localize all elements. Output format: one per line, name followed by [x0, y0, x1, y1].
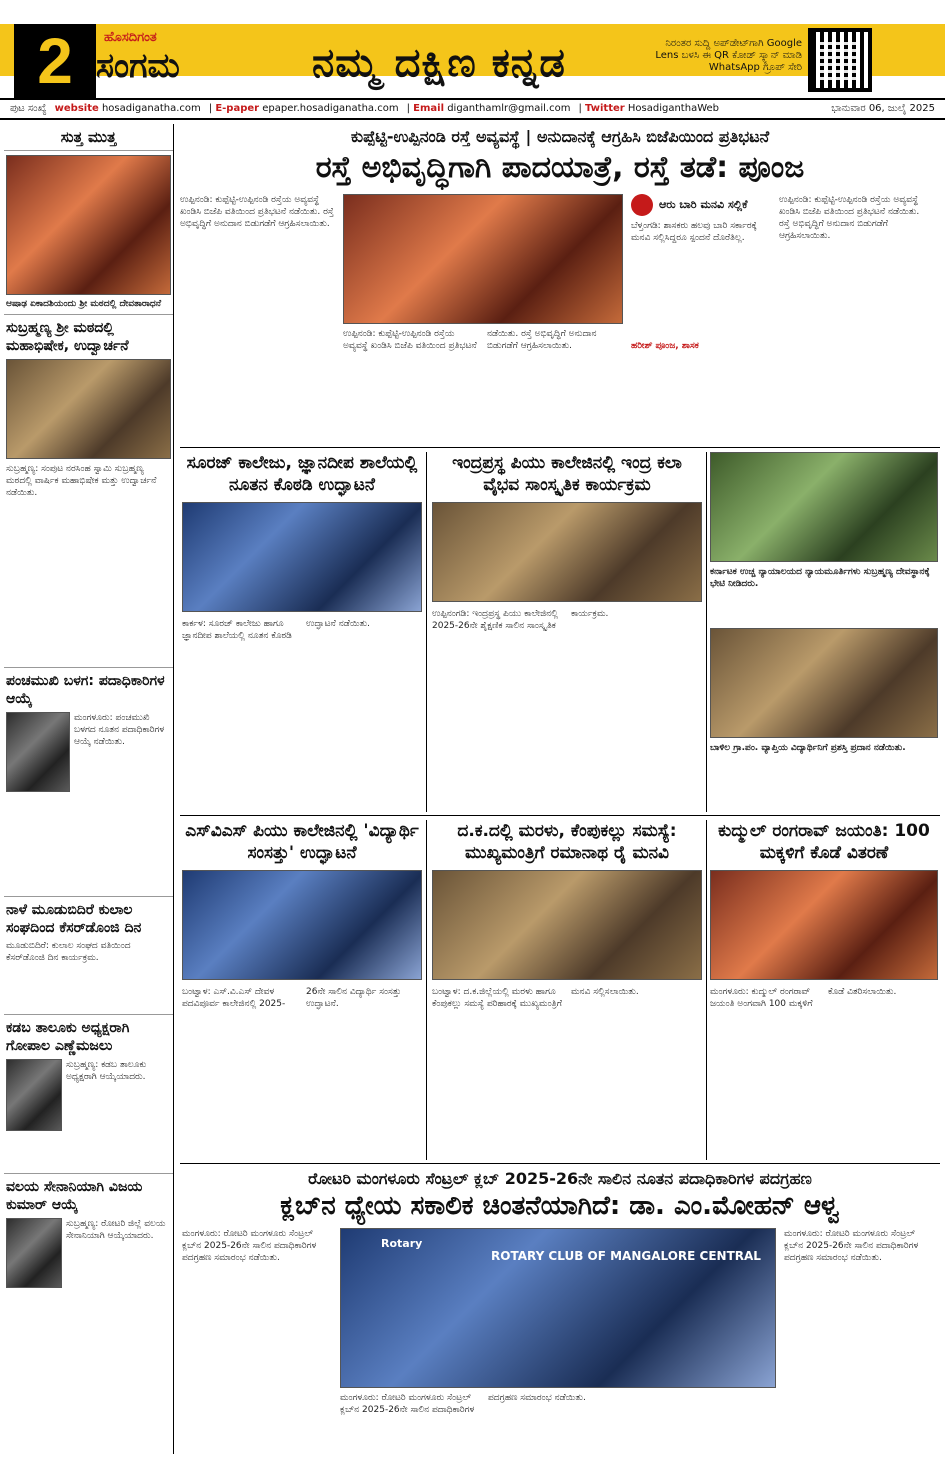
- story-headline: ಕುದ್ಮುಲ್ ರಂಗರಾವ್ ಜಯಂತಿ: 100 ಮಕ್ಕಳಿಗೆ ಕೊಡೆ ವಿತರಣೆ: [718, 821, 930, 863]
- story-body: ಮೂಡುಬಿದಿರೆ: ಕುಲಾಲ ಸಂಘದ ವತಿಯಿಂದ ಕೆಸರ್‌ಡೊಂಜಿ ದಿನ ಕಾರ್ಯಕ್ರಮ.: [6, 941, 131, 963]
- portrait-photo: [6, 712, 70, 792]
- story-body: ಸುಬ್ರಹ್ಮಣ್ಯ: ಸಂಪುಟ ನರಸಿಂಹ ಸ್ವಾಮಿ ಸುಬ್ರಹ್ಮಣ್ಯ ಮಠದಲ್ಲಿ ವಾರ್ಷಿಕ ಮಹಾಭಿಷೇಕ ಮತ್ತು ಉದ್ವಾರ್ಚನೆ ನಡೆಯಿತು.: [6, 464, 157, 498]
- divider: [180, 815, 940, 816]
- sidebar-text: ಬೆಳ್ತಂಗಡಿ: ಶಾಸಕರು ಹಲವು ಬಾರಿ ಸರ್ಕಾರಕ್ಕೆ ಮನವಿ ಸಲ್ಲಿಸಿದ್ದರೂ ಸ್ಪಂದನೆ ದೊರೆತಿಲ್ಲ.: [631, 221, 757, 243]
- story-svs-college: [182, 820, 422, 1160]
- story-body: ಬಂಟ್ವಾಳ: ದ.ಕ.ಜಿಲ್ಲೆಯಲ್ಲಿ ಮರಳು ಹಾಗೂ ಕೆಂಪುಕಲ್ಲು ಸಮಸ್ಯೆ ಪರಿಹಾರಕ್ಕೆ ಮುಖ್ಯಮಂತ್ರಿಗೆ ಮನವಿ ಸಲ್ಲಿಸಲಾಯಿತು.: [432, 987, 639, 1009]
- section-title: ಸಂಗಮ: [96, 46, 180, 86]
- story-photo: [432, 870, 702, 980]
- alert-icon: [631, 194, 653, 216]
- left-column: [4, 124, 174, 1454]
- column-title-block: [4, 124, 173, 151]
- story-body-col1: ಮಂಗಳೂರು: ರೋಟರಿ ಮಂಗಳೂರು ಸೆಂಟ್ರಲ್ ಕ್ಲಬ್‌ನ 2025-26ನೇ ಸಾಲಿನ ಪದಾಧಿಕಾರಿಗಳ ಪದಗ್ರಹಣ ಸಮಾರಂಭ ನಡೆಯಿತು.: [182, 1229, 317, 1263]
- story-ashadha: [4, 151, 173, 315]
- story-headline: ಪಂಚಮುಖಿ ಬಳಗ: ಪದಾಧಿಕಾರಿಗಳ ಆಯ್ಕೆ: [6, 673, 165, 707]
- lead-body-col2: ಉಪ್ಪಿನಂಡಿ: ಕುಪ್ಪೆಟ್ಟಿ-ಉಪ್ಪಿನಂಡಿ ರಸ್ತೆಯ ಅವ್ಯವಸ್ಥೆ ಖಂಡಿಸಿ ಬಿಜೆಪಿ ವತಿಯಿಂದ ಪ್ರತಿಭಟನೆ ನಡೆಯಿತು. ರಸ್ತೆ ಅಭಿವೃದ್ಧಿಗೆ ಅನುದಾನ ಬಿಡುಗಡೆಗೆ ಆಗ್ರಹಿಸಲಾಯಿತು.: [343, 329, 597, 351]
- bottom-headline: ಕ್ಲಬ್‌ನ ಧ್ಯೇಯ ಸಕಾಲಿಕ ಚಿಂತನೆಯಾಗಿದೆ: ಡಾ. ಎಂ.ಮೋಹನ್ ಆಳ್ವ: [280, 1191, 840, 1221]
- photo-caption: ಕರ್ನಾಟಕ ಉಚ್ಚ ನ್ಯಾಯಾಲಯದ ನ್ಯಾಯಮೂರ್ತಿಗಳು ಸುಬ್ರಹ್ಮಣ್ಯ ದೇವಸ್ಥಾನಕ್ಕೆ ಭೇಟಿ ನೀಡಿದರು.: [710, 567, 930, 589]
- qr-code-icon[interactable]: [808, 28, 872, 92]
- story-body: ಬಂಟ್ವಾಳ: ಎಸ್.ವಿ.ಎಸ್ ದೇವಳ ಪದವಿಪೂರ್ವ ಕಾಲೇಜಿನಲ್ಲಿ 2025-26ನೇ ಸಾಲಿನ ವಿದ್ಯಾರ್ಥಿ ಸಂಸತ್ತು ಉದ್ಘಾಟನೆ.: [182, 987, 402, 1009]
- story-headline: ವಲಯ ಸೇನಾನಿಯಾಗಿ ವಿಜಯ ಕುಮಾರ್ ಆಯ್ಕೆ: [6, 1179, 143, 1213]
- email-label: Email: [413, 103, 444, 114]
- lead-kicker: ಕುಪ್ಪೆಟ್ಟಿ-ಉಪ್ಪಿನಂಡಿ ರಸ್ತೆ ಅವ್ಯವಸ್ಥೆ | ಅನುದಾನಕ್ಕೆ ಆಗ್ರಹಿಸಿ ಬಿಜೆಪಿಯಿಂದ ಪ್ರತಿಭಟನೆ: [350, 127, 770, 146]
- story-headline: ದ.ಕ.ದಲ್ಲಿ ಮರಳು, ಕೆಂಪುಕಲ್ಲು ಸಮಸ್ಯೆ: ಮುಖ್ಯಮಂತ್ರಿಗೆ ರಮಾನಾಥ ರೈ ಮನವಿ: [457, 821, 677, 863]
- divider: [706, 452, 707, 812]
- lead-headline: ರಸ್ತೆ ಅಭಿವೃದ್ಧಿಗಾಗಿ ಪಾದಯಾತ್ರೆ, ರಸ್ತೆ ತಡೆ: ಪೂಂಜ: [315, 150, 805, 185]
- story-headline: ಕಡಬ ತಾಲೂಕು ಅಧ್ಯಕ್ಷರಾಗಿ ಗೋಪಾಲ ಎಣ್ಣೆಮಜಲು: [6, 1020, 130, 1054]
- story-photo: [182, 502, 422, 612]
- story-kulala: [4, 897, 173, 1015]
- sidebar-byline: ಹರೀಶ್ ಪೂಂಜ, ಶಾಸಕ: [631, 341, 699, 351]
- epaper-label: E-paper: [215, 103, 260, 114]
- story-body: ಉಪ್ಪಿನಂಗಡಿ: ಇಂದ್ರಪ್ರಸ್ಥ ಪಿಯು ಕಾಲೇಜಿನಲ್ಲಿ 2025-26ನೇ ಶೈಕ್ಷಣಿಕ ಸಾಲಿನ ಸಾಂಸ್ಕೃತಿಕ ಕಾರ್ಯಕ್ರಮ.: [432, 609, 609, 631]
- story-kadaba: [4, 1015, 173, 1174]
- story-panchamukhi: [4, 668, 173, 897]
- divider: [180, 447, 940, 448]
- story-balila: [710, 628, 938, 812]
- protest-photo: [343, 194, 623, 324]
- rotary-banner: Rotary: [381, 1237, 423, 1250]
- lead-story: [180, 126, 940, 446]
- page-label: ಪುಟ ಸಂಖ್ಯೆ: [10, 103, 47, 114]
- column-title: ಸುತ್ತ ಮುತ್ತ: [60, 128, 117, 146]
- twitter-link[interactable]: HosadiganthaWeb: [627, 103, 719, 114]
- story-headline: ಸೂರಜ್ ಕಾಲೇಜು, ಜ್ಞಾನದೀಪ ಶಾಲೆಯಲ್ಲಿ ನೂತನ ಕೊಠಡಿ ಉದ್ಘಾಟನೆ: [186, 453, 418, 495]
- story-suraj-college: [182, 452, 422, 812]
- brand-logo: ಹೊಸದಿಗಂತ: [104, 30, 157, 45]
- website-link[interactable]: hosadiganatha.com: [101, 103, 201, 114]
- email-link[interactable]: diganthamlr@gmail.com: [447, 103, 571, 114]
- story-sand-issue: [432, 820, 702, 1160]
- story-photo: [710, 452, 938, 562]
- story-body-col3: ಮಂಗಳೂರು: ರೋಟರಿ ಮಂಗಳೂರು ಸೆಂಟ್ರಲ್ ಕ್ಲಬ್‌ನ 2025-26ನೇ ಸಾಲಿನ ಪದಾಧಿಕಾರಿಗಳ ಪದಗ್ರಹಣ ಸಮಾರಂಭ ನಡೆಯಿತು.: [784, 1229, 919, 1263]
- story-photo: [6, 359, 171, 459]
- story-subrahmanya: [4, 315, 173, 668]
- story-kudmul: [710, 820, 938, 1160]
- issue-date: ಭಾನುವಾರ 06, ಜುಲೈ 2025: [831, 103, 935, 114]
- epaper-link[interactable]: epaper.hosadiganatha.com: [262, 103, 399, 114]
- portrait-photo: [6, 1059, 62, 1131]
- twitter-label: Twitter: [585, 103, 625, 114]
- story-photo: [6, 155, 171, 295]
- story-body-col2: ಮಂಗಳೂರು: ರೋಟರಿ ಮಂಗಳೂರು ಸೆಂಟ್ರಲ್ ಕ್ಲಬ್‌ನ 2025-26ನೇ ಸಾಲಿನ ಪದಾಧಿಕಾರಿಗಳ ಪದಗ್ರಹಣ ಸಮಾರಂಭ ನಡೆಯಿತು.: [340, 1393, 586, 1415]
- story-indraprastha: [432, 452, 702, 812]
- lead-body-col3: ಉಪ್ಪಿನಂಡಿ: ಕುಪ್ಪೆಟ್ಟಿ-ಉಪ್ಪಿನಂಡಿ ರಸ್ತೆಯ ಅವ್ಯವಸ್ಥೆ ಖಂಡಿಸಿ ಬಿಜೆಪಿ ವತಿಯಿಂದ ಪ್ರತಿಭಟನೆ ನಡೆಯಿತು. ರಸ್ತೆ ಅಭಿವೃದ್ಧಿಗೆ ಅನುದಾನ ಬಿಡುಗಡೆಗೆ ಆಗ್ರಹಿಸಲಾಯಿತು.: [779, 195, 920, 241]
- divider: [426, 452, 427, 812]
- website-label: website: [54, 103, 99, 114]
- story-headline: ಇಂದ್ರಪ್ರಸ್ಥ ಪಿಯು ಕಾಲೇಜಿನಲ್ಲಿ ಇಂದ್ರ ಕಲಾ ವೈಭವ ಸಾಂಸ್ಕೃತಿಕ ಕಾರ್ಯಕ್ರಮ: [452, 453, 682, 495]
- photo-caption: ಬಾಳಿಲ ಗ್ರಾ.ಪಂ. ವ್ಯಾಪ್ತಿಯ ವಿದ್ಯಾರ್ಥಿನಿಗೆ ಪ್ರಶಸ್ತಿ ಪ್ರದಾನ ನಡೆಯಿತು.: [710, 743, 906, 753]
- masthead: [0, 0, 945, 98]
- qr-promo-text: ನಿರಂತರ ಸುದ್ದಿ ಅಪ್‌ಡೇಟ್‌ಗಾಗಿ Google Lens ಬಳಸಿ ಈ QR ಕೋಡ್ ಸ್ಕ್ಯಾನ್ ಮಾಡಿ WhatsApp ಗ್ರೂಪ್ ಸೇರಿ: [655, 38, 802, 73]
- story-photo: [710, 628, 938, 738]
- story-rotary: [182, 1168, 938, 1454]
- info-bar: ಪುಟ ಸಂಖ್ಯೆ website hosadiganatha.com | E-paper epaper.hosadiganatha.com | Email diganthamlr@gmail.com | Twitter HosadiganthaWeb ಭಾನುವಾರ 06, ಜುಲೈ 2025: [0, 98, 945, 120]
- story-photo: [182, 870, 422, 980]
- story-headline: ಸುಬ್ರಹ್ಮಣ್ಯ ಶ್ರೀ ಮಠದಲ್ಲಿ ಮಹಾಭಿಷೇಕ, ಉದ್ವಾರ್ಚನೆ: [6, 320, 129, 354]
- page-number: 2: [14, 24, 96, 98]
- lead-body-col1: ಉಪ್ಪಿನಂಡಿ: ಕುಪ್ಪೆಟ್ಟಿ-ಉಪ್ಪಿನಂಡಿ ರಸ್ತೆಯ ಅವ್ಯವಸ್ಥೆ ಖಂಡಿಸಿ ಬಿಜೆಪಿ ವತಿಯಿಂದ ಪ್ರತಿಭಟನೆ ನಡೆಯಿತು. ರಸ್ತೆ ಅಭಿವೃದ್ಧಿಗೆ ಅನುದಾನ ಬಿಡುಗಡೆಗೆ ಆಗ್ರಹಿಸಲಾಯಿತು.: [180, 195, 334, 229]
- divider: [706, 820, 707, 1160]
- story-high-court-visit: [710, 452, 938, 622]
- story-body: ಮಂಗಳೂರು: ಪಂಚಮುಖಿ ಬಳಗದ ನೂತನ ಪದಾಧಿಕಾರಿಗಳ ಆಯ್ಕೆ ನಡೆಯಿತು.: [74, 713, 165, 747]
- divider: [180, 1163, 940, 1164]
- rotary-stage-photo: [340, 1228, 776, 1388]
- divider: [426, 820, 427, 1160]
- stage-banner-text: ROTARY CLUB OF MANGALORE CENTRAL: [491, 1249, 761, 1263]
- story-body: ಕಾರ್ಕಳ: ಸೂರಜ್ ಕಾಲೇಜು ಹಾಗೂ ಜ್ಞಾನದೀಪ ಶಾಲೆಯಲ್ಲಿ ನೂತನ ಕೊಠಡಿ ಉದ್ಘಾಟನೆ ನಡೆಯಿತು.: [182, 619, 371, 641]
- story-body: ಸುಬ್ರಹ್ಮಣ್ಯ: ರೋಟರಿ ಜಿಲ್ಲೆ ವಲಯ ಸೇನಾನಿಯಾಗಿ ಆಯ್ಕೆಯಾದರು.: [66, 1219, 166, 1241]
- photo-caption: ಆಷಾಢ ಏಕಾದಶಿಯಂದು ಶ್ರೀ ಮಠದಲ್ಲಿ ದೇವತಾರಾಧನೆ: [6, 299, 162, 309]
- story-vijaya: [4, 1174, 173, 1292]
- sidebar-title: ಆರು ಬಾರಿ ಮನವಿ ಸಲ್ಲಿಕೆ: [659, 198, 748, 211]
- story-body: ಸುಬ್ರಹ್ಮಣ್ಯ: ಕಡಬ ತಾಲೂಕು ಅಧ್ಯಕ್ಷರಾಗಿ ಆಯ್ಕೆಯಾದರು.: [66, 1060, 147, 1082]
- bottom-kicker: ರೋಟರಿ ಮಂಗಳೂರು ಸೆಂಟ್ರಲ್ ಕ್ಲಬ್ 2025-26ನೇ ಸಾಲಿನ ನೂತನ ಪದಾಧಿಕಾರಿಗಳ ಪದಗ್ರಹಣ: [308, 1169, 812, 1188]
- story-headline: ಎಸ್‌ವಿಎಸ್ ಪಿಯು ಕಾಲೇಜಿನಲ್ಲಿ 'ವಿದ್ಯಾರ್ಥಿ ಸಂಸತ್ತು' ಉದ್ಘಾಟನೆ: [185, 821, 419, 863]
- story-photo: [432, 502, 702, 602]
- story-headline: ನಾಳೆ ಮೂಡುಬಿದಿರೆ ಕುಲಾಲ ಸಂಘದಿಂದ ಕೆಸರ್‌ಡೊಂಜಿ ದಿನ: [6, 902, 142, 936]
- story-body: ಮಂಗಳೂರು: ಕುದ್ಮುಲ್ ರಂಗರಾವ್ ಜಯಂತಿ ಅಂಗವಾಗಿ 100 ಮಕ್ಕಳಿಗೆ ಕೊಡೆ ವಿತರಿಸಲಾಯಿತು.: [710, 987, 897, 1009]
- portrait-photo: [6, 1218, 62, 1288]
- story-photo: [710, 870, 938, 980]
- edition-title: ನಮ್ಮ ದಕ್ಷಿಣ ಕನ್ನಡ: [312, 40, 566, 86]
